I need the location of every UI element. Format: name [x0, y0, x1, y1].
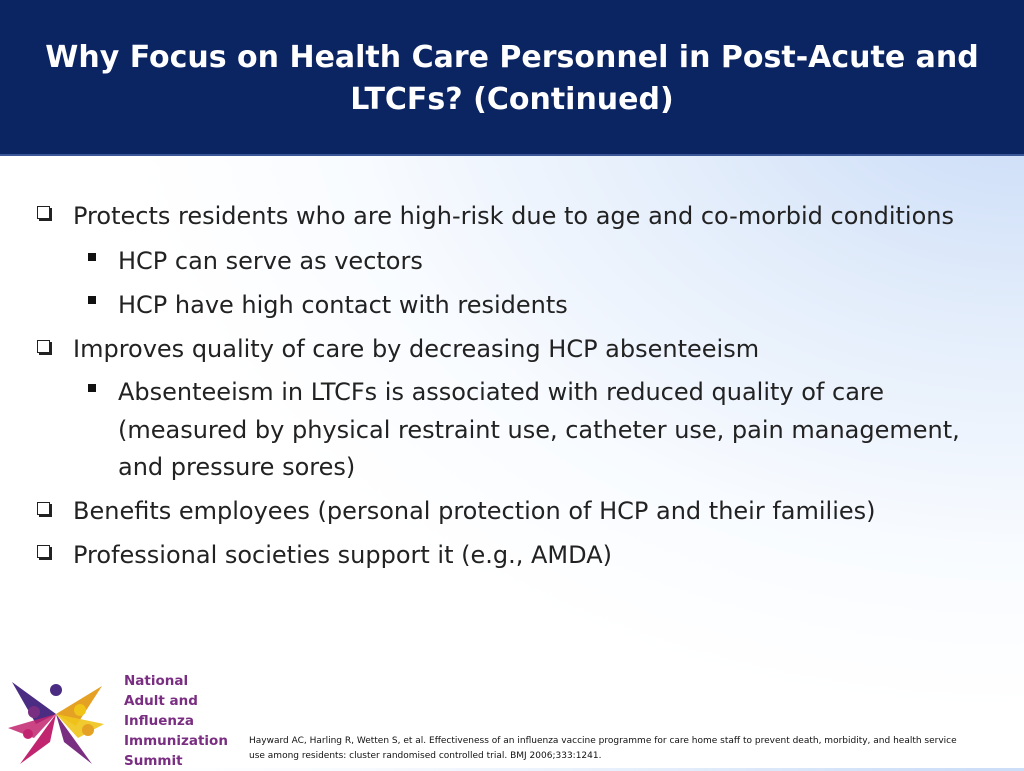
citation-line-2: use among residents: cluster randomised controlled trial. BMJ 2006;333:1241. [249, 751, 602, 761]
logo-line: Immunization [124, 733, 228, 749]
sub-bullet-item: HCP can serve as vectors [118, 247, 423, 275]
sub-bullet-item-line-2: (measured by physical restraint use, catheter use, pain management, [118, 416, 960, 444]
bullet-box-icon [37, 340, 50, 353]
bullet-square-icon [88, 384, 96, 392]
slide-title [32, 37, 992, 121]
bullet-box-icon [37, 545, 50, 558]
citation-line-1: Hayward AC, Harling R, Wetten S, et al. Effectiveness of an influenza vaccine programme for care home staff to prevent death, morbidity, and health service [249, 736, 957, 746]
slide-title-line-1: Why Focus on Health Care Personnel in Post-Acute and [45, 40, 979, 75]
logo-line: Adult and [124, 693, 198, 709]
logo-line: Influenza [124, 713, 194, 729]
sub-bullet-item-line-3: and pressure sores) [118, 453, 356, 481]
bullet-square-icon [88, 296, 96, 304]
bullet-box-icon [37, 206, 50, 219]
title-bar [0, 0, 1024, 156]
bullet-item: Improves quality of care by decreasing HCP absenteeism [73, 335, 760, 363]
bullet-box-icon [37, 502, 50, 515]
nais-logo-icon [6, 668, 106, 768]
slide-title-line-2: LTCFs? (Continued) [350, 82, 674, 117]
citation [249, 734, 989, 764]
bullet-square-icon [88, 253, 96, 261]
logo-line: National [124, 673, 189, 689]
bullet-item: Professional societies support it (e.g., AMDA) [73, 541, 612, 569]
sub-bullet-item-line-1: Absenteeism in LTCFs is associated with reduced quality of care [118, 378, 885, 406]
bullet-item: Protects residents who are high-risk due to age and co-morbid conditions [73, 202, 954, 230]
logo-wordmark [124, 671, 228, 771]
sub-bullet-item: HCP have high contact with residents [118, 291, 568, 319]
logo-line: Summit [124, 753, 183, 769]
bullet-item: Benefits employees (personal protection of HCP and their families) [73, 497, 876, 525]
